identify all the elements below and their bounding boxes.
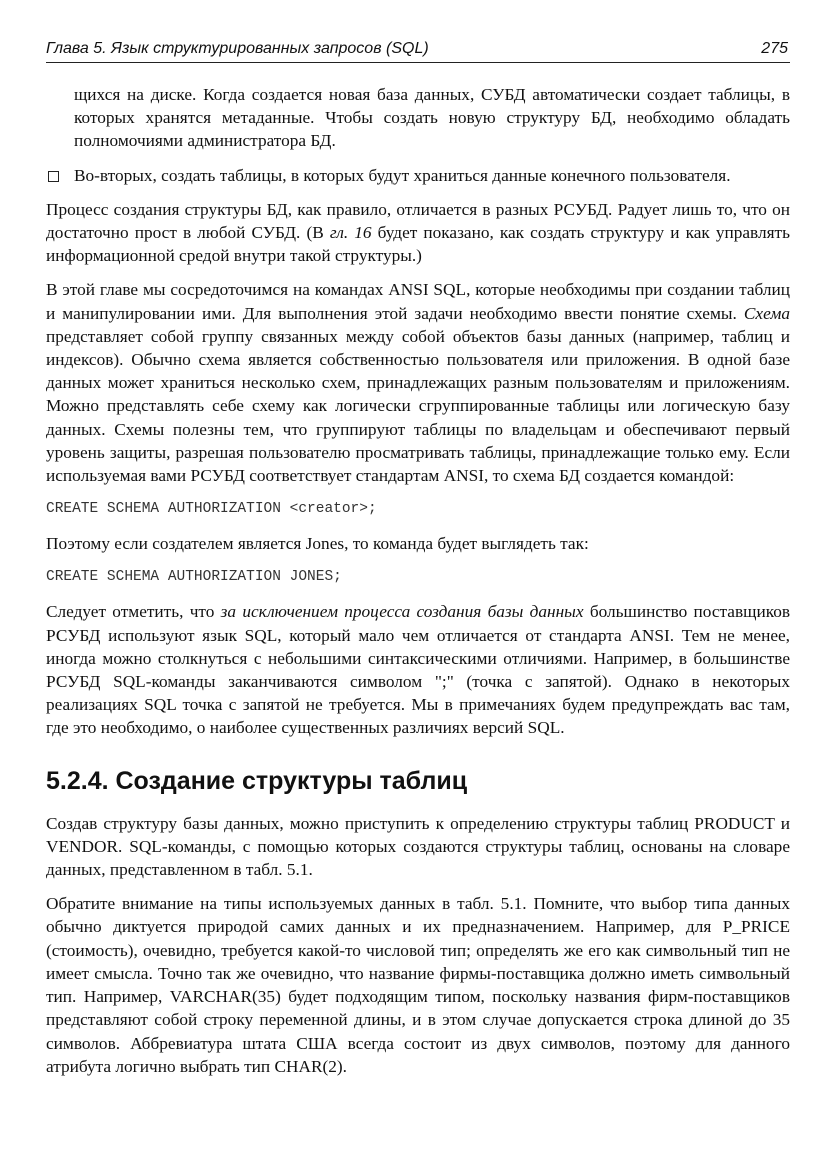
text-span: будет показано, как создать структуру и как управлять информационной средой внутри такой структуры.) xyxy=(46,223,790,266)
chapter-title: Глава 5. Язык структурированных запросов (SQL) xyxy=(46,40,429,57)
page-body xyxy=(46,83,790,1089)
checkbox-bullet-icon xyxy=(48,171,59,182)
page-header xyxy=(46,38,790,63)
bullet-item xyxy=(46,164,790,187)
text-span: В этой главе мы сосредоточимся на командах ANSI SQL, которые необходимы при создании таблиц и манипулировании ими. Для выполнения этой задачи необходимо ввести понятие схемы. xyxy=(46,280,790,323)
chapter-reference: гл. 16 xyxy=(329,223,372,243)
text-span: большинство поставщиков РСУБД используют язык SQL, который мало чем отличается от стандарта ANSI. Тем не менее, иногда можно столкнуться с небольшими синтаксическими отличиями. Например, в большинстве РСУБД SQL-команды заканчиваются символом ";" (точка с запятой). Однако в некоторых реализациях SQL точка с запятой не требуется. Мы в примечаниях будем предупреждать вас там, где это необходимо, о наиболее существенных различиях версий SQL. xyxy=(46,602,791,738)
text-span: представляет собой группу связанных между собой объектов базы данных (например, таблиц и индексов). Обычно схема является собственностью пользователя или приложения. В одной базе данных может храниться несколько схем, принадлежащих разным пользователям и приложениям. Можно представлять себе схему как логически сгруппированные таблицы или логическую базу данных. Схемы полезны тем, что группируют таблицы по владельцам и обеспечивают первый уровень защиты, разрешая пользователю просматривать таблицы, принадлежащие только ему. Если используемая вами РСУБД соответствует стандартам ANSI, то схема БД создается командой: xyxy=(46,326,790,486)
paragraph-schema-definition xyxy=(46,278,790,487)
text-span: Процесс создания структуры БД, как правило, отличается в разных РСУБД. Радует лишь то, что он достаточно прост в любой СУБД. (В xyxy=(46,199,790,243)
text-span: Следует отметить, что xyxy=(46,602,221,622)
paragraph-data-types: Обратите внимание на типы используемых данных в табл. 5.1. Помните, что выбор типа данных обычно диктуется природой самих данных и их предназначением. Например, для P_PRICE (стоимость), очевидно, требуется какой-то числовой тип; определять же его как символьный тип не имеет смысла. Точно так же очевидно, что название фирмы-поставщика должно иметь символьный тип. Например, VARCHAR(35) будет подходящим типом, поскольку названия фирм-поставщиков представляют собой строку переменной длины, и в этом случае допускается строка длиной до 35 символов. Аббревиатура штата США всегда состоит из двух символов, поэтому для данного атрибута логично выбрать тип CHAR(2). xyxy=(46,894,790,1076)
paragraph-schema-process xyxy=(46,198,790,268)
paragraph-sql-differences xyxy=(46,600,790,739)
bullet-text: Во-вторых, создать таблицы, в которых будут храниться данные конечного пользователя. xyxy=(74,165,731,185)
term-schema: Схема xyxy=(743,303,790,323)
paragraph-table-structure: Создав структуру базы данных, можно приступить к определению структуры таблиц PRODUCT и VENDOR. SQL-команды, с помощью которых создаются структуры таблиц, основаны на словаре данных, представленном в табл. 5.1. xyxy=(46,813,790,880)
page-number: 275 xyxy=(761,40,788,57)
paragraph-jones-example: Поэтому если создателем является Jones, то команда будет выглядеть так: xyxy=(46,534,589,554)
emphasized-phrase: за исключением процесса создания базы данных xyxy=(220,602,584,622)
paragraph-continuation: щихся на диске. Когда создается новая база данных, СУБД автоматически создает таблицы, в которых хранятся метаданные. Чтобы создать новую структуру БД, необходимо обладать полномочиями администратора БД. xyxy=(74,85,790,151)
section-heading: 5.2.4. Создание структуры таблиц xyxy=(46,766,468,795)
code-create-schema-jones: CREATE SCHEMA AUTHORIZATION JONES; xyxy=(46,569,342,586)
code-create-schema: CREATE SCHEMA AUTHORIZATION <creator>; xyxy=(46,501,377,518)
